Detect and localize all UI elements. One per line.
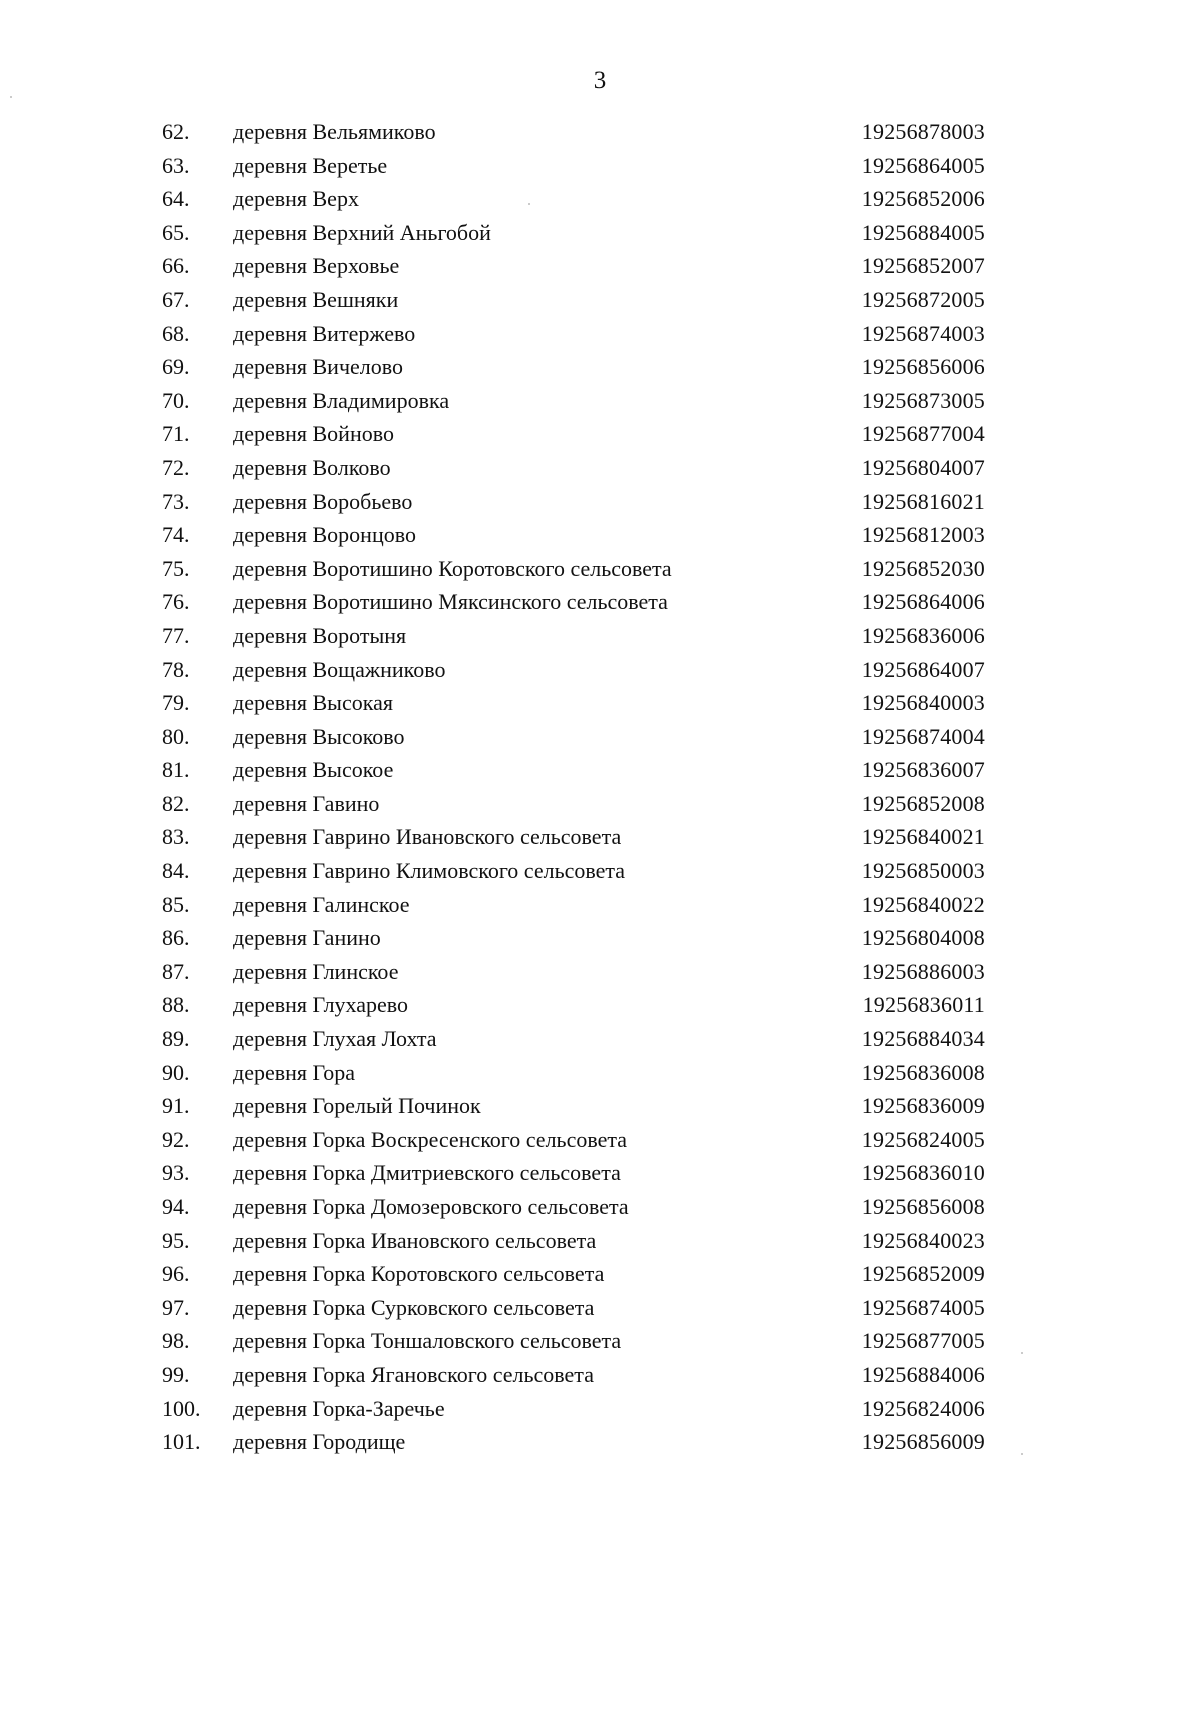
entry-number: 96. xyxy=(162,1261,190,1287)
oktmo-code: 19256852008 xyxy=(861,790,985,816)
oktmo-code: 19256836008 xyxy=(861,1059,985,1085)
settlement-name: деревня Верховье xyxy=(233,253,400,279)
entry-number: 68. xyxy=(162,320,190,346)
settlement-name: деревня Горка Тоншаловского сельсовета xyxy=(233,1328,622,1354)
oktmo-code: 19256836009 xyxy=(861,1093,985,1119)
list-item xyxy=(0,1190,1200,1224)
settlement-name: деревня Горка-Заречье xyxy=(233,1395,445,1421)
oktmo-code: 19256836007 xyxy=(861,757,985,783)
list-item xyxy=(0,317,1200,351)
oktmo-code: 19256877005 xyxy=(861,1328,985,1354)
oktmo-code: 19256878003 xyxy=(861,119,985,144)
entry-number: 92. xyxy=(162,1126,190,1152)
settlement-name: деревня Верх xyxy=(233,186,359,212)
entry-number: 62. xyxy=(162,119,190,144)
settlement-name: деревня Горелый Починок xyxy=(233,1093,481,1119)
entry-number: 78. xyxy=(162,656,190,682)
oktmo-code: 19256804008 xyxy=(861,925,985,951)
settlement-name: деревня Волково xyxy=(233,454,391,480)
settlement-name: деревня Горка Дмитриевского сельсовета xyxy=(233,1160,621,1186)
settlement-list xyxy=(0,115,1200,1459)
settlement-name: деревня Горка Домозеровского сельсовета xyxy=(233,1194,629,1219)
oktmo-code: 19256840023 xyxy=(861,1227,985,1253)
settlement-name: деревня Высоково xyxy=(233,723,405,749)
oktmo-code: 19256836011 xyxy=(862,992,985,1018)
oktmo-code: 19256877004 xyxy=(861,421,985,447)
oktmo-code: 19256872005 xyxy=(861,286,985,312)
list-item xyxy=(0,988,1200,1022)
settlement-name: деревня Галинское xyxy=(233,891,410,917)
list-item xyxy=(0,518,1200,552)
entry-number: 79. xyxy=(162,690,190,716)
oktmo-code: 19256864007 xyxy=(861,656,985,682)
list-item xyxy=(0,283,1200,317)
list-item xyxy=(0,451,1200,485)
page-number: 3 xyxy=(593,67,607,94)
list-item xyxy=(0,1022,1200,1056)
list-item xyxy=(0,1425,1200,1459)
entry-number: 97. xyxy=(162,1294,190,1320)
list-item xyxy=(0,955,1200,989)
entry-number: 95. xyxy=(162,1227,190,1253)
list-item xyxy=(0,888,1200,922)
settlement-name: деревня Ганино xyxy=(233,925,381,951)
settlement-name: деревня Воротыня xyxy=(233,622,407,648)
settlement-name: деревня Глухарево xyxy=(233,992,409,1018)
oktmo-code: 19256874004 xyxy=(861,723,985,749)
list-item xyxy=(0,115,1200,149)
oktmo-code: 19256874005 xyxy=(861,1294,985,1320)
oktmo-code: 19256884005 xyxy=(861,219,985,245)
list-item xyxy=(0,485,1200,519)
list-item xyxy=(0,1123,1200,1157)
oktmo-code: 19256874003 xyxy=(861,320,985,346)
entry-number: 89. xyxy=(162,1026,190,1052)
oktmo-code: 19256816021 xyxy=(861,488,985,514)
list-item xyxy=(0,686,1200,720)
settlement-name: деревня Вичелово xyxy=(233,354,403,380)
settlement-name: деревня Горка Воскресенского сельсовета xyxy=(233,1126,628,1152)
entry-number: 82. xyxy=(162,790,190,816)
list-item xyxy=(0,753,1200,787)
list-item xyxy=(0,149,1200,183)
entry-number: 64. xyxy=(162,186,190,212)
settlement-name: деревня Воротишино Мяксинского сельсовета xyxy=(233,589,668,615)
list-item xyxy=(0,1224,1200,1258)
scan-speck xyxy=(1021,1453,1023,1455)
list-item xyxy=(0,1056,1200,1090)
list-item xyxy=(0,585,1200,619)
settlement-name: деревня Воротишино Коротовского сельсовета xyxy=(233,555,672,581)
entry-number: 77. xyxy=(162,622,190,648)
entry-number: 76. xyxy=(162,589,190,615)
oktmo-code: 19256856009 xyxy=(861,1429,985,1455)
list-item xyxy=(0,1324,1200,1358)
entry-number: 85. xyxy=(162,891,190,917)
entry-number: 87. xyxy=(162,958,190,984)
entry-number: 73. xyxy=(162,488,190,514)
list-item xyxy=(0,1089,1200,1123)
oktmo-code: 19256864006 xyxy=(861,589,985,615)
list-item xyxy=(0,1257,1200,1291)
list-item xyxy=(0,854,1200,888)
list-item xyxy=(0,216,1200,250)
oktmo-code: 19256884034 xyxy=(861,1026,985,1052)
list-item xyxy=(0,619,1200,653)
entry-number: 93. xyxy=(162,1160,190,1186)
scan-speck xyxy=(1021,1352,1023,1354)
entry-number: 86. xyxy=(162,925,190,951)
settlement-name: деревня Горка Сурковского сельсовета xyxy=(233,1294,595,1320)
oktmo-code: 19256840021 xyxy=(861,824,985,850)
list-item xyxy=(0,350,1200,384)
entry-number: 88. xyxy=(162,992,190,1018)
oktmo-code: 19256886003 xyxy=(861,958,985,984)
settlement-name: деревня Гора xyxy=(233,1059,356,1085)
settlement-name: деревня Городище xyxy=(233,1429,406,1455)
list-item xyxy=(0,787,1200,821)
settlement-name: деревня Вощажниково xyxy=(233,656,446,682)
oktmo-code: 19256852009 xyxy=(861,1261,985,1287)
settlement-name: деревня Гавино xyxy=(233,790,380,816)
oktmo-code: 19256852030 xyxy=(861,555,985,581)
oktmo-code: 19256824006 xyxy=(861,1395,985,1421)
entry-number: 67. xyxy=(162,286,190,312)
oktmo-code: 19256804007 xyxy=(861,454,985,480)
settlement-name: деревня Витержево xyxy=(233,320,416,346)
entry-number: 80. xyxy=(162,723,190,749)
list-item xyxy=(0,921,1200,955)
entry-number: 71. xyxy=(162,421,190,447)
settlement-name: деревня Войново xyxy=(233,421,394,447)
list-item xyxy=(0,820,1200,854)
oktmo-code: 19256840022 xyxy=(861,891,985,917)
settlement-name: деревня Воронцово xyxy=(233,522,416,548)
settlement-name: деревня Горка Ягановского сельсовета xyxy=(233,1361,594,1387)
entry-number: 70. xyxy=(162,387,190,413)
settlement-name: деревня Веретье xyxy=(233,152,388,178)
entry-number: 90. xyxy=(162,1059,190,1085)
oktmo-code: 19256873005 xyxy=(861,387,985,413)
entry-number: 72. xyxy=(162,454,190,480)
oktmo-code: 19256812003 xyxy=(861,522,985,548)
entry-number: 66. xyxy=(162,253,190,279)
entry-number: 91. xyxy=(162,1093,190,1119)
settlement-name: деревня Вельямиково xyxy=(233,119,436,144)
list-item xyxy=(0,720,1200,754)
settlement-name: деревня Гаврино Ивановского сельсовета xyxy=(233,824,622,850)
settlement-name: деревня Высокая xyxy=(233,690,393,716)
entry-number: 83. xyxy=(162,824,190,850)
entry-number: 100. xyxy=(162,1395,201,1421)
settlement-name: деревня Владимировка xyxy=(233,387,450,413)
oktmo-code: 19256850003 xyxy=(861,858,985,884)
list-item xyxy=(0,1358,1200,1392)
oktmo-code: 19256836010 xyxy=(861,1160,985,1186)
list-item xyxy=(0,182,1200,216)
settlement-name: деревня Верхний Аньгобой xyxy=(233,219,491,245)
scan-speck xyxy=(10,96,12,98)
list-item xyxy=(0,653,1200,687)
entry-number: 75. xyxy=(162,555,190,581)
list-item xyxy=(0,1392,1200,1426)
list-item xyxy=(0,1291,1200,1325)
entry-number: 101. xyxy=(162,1429,201,1455)
oktmo-code: 19256824005 xyxy=(861,1126,985,1152)
list-item xyxy=(0,552,1200,586)
oktmo-code: 19256884006 xyxy=(861,1361,985,1387)
settlement-name: деревня Гаврино Климовского сельсовета xyxy=(233,858,626,884)
scan-speck xyxy=(528,203,530,205)
settlement-name: деревня Вешняки xyxy=(233,286,399,312)
settlement-name: деревня Глухая Лохта xyxy=(233,1026,437,1052)
list-item xyxy=(0,1156,1200,1190)
entry-number: 84. xyxy=(162,858,190,884)
entry-number: 74. xyxy=(162,522,190,548)
entry-number: 69. xyxy=(162,354,190,380)
settlement-name: деревня Высокое xyxy=(233,757,394,783)
list-item xyxy=(0,417,1200,451)
list-item xyxy=(0,384,1200,418)
settlement-name: деревня Горка Ивановского сельсовета xyxy=(233,1227,597,1253)
entry-number: 63. xyxy=(162,152,190,178)
entry-number: 99. xyxy=(162,1361,190,1387)
settlement-name: деревня Воробьево xyxy=(233,488,413,514)
oktmo-code: 19256856006 xyxy=(861,354,985,380)
list-item xyxy=(0,249,1200,283)
oktmo-code: 19256840003 xyxy=(861,690,985,716)
settlement-name: деревня Глинское xyxy=(233,958,399,984)
oktmo-code: 19256852007 xyxy=(861,253,985,279)
entry-number: 65. xyxy=(162,219,190,245)
entry-number: 98. xyxy=(162,1328,190,1354)
oktmo-code: 19256852006 xyxy=(861,186,985,212)
oktmo-code: 19256864005 xyxy=(861,152,985,178)
entry-number: 94. xyxy=(162,1194,190,1219)
settlement-name: деревня Горка Коротовского сельсовета xyxy=(233,1261,605,1287)
entry-number: 81. xyxy=(162,757,190,783)
oktmo-code: 19256836006 xyxy=(861,622,985,648)
oktmo-code: 19256856008 xyxy=(861,1194,985,1219)
